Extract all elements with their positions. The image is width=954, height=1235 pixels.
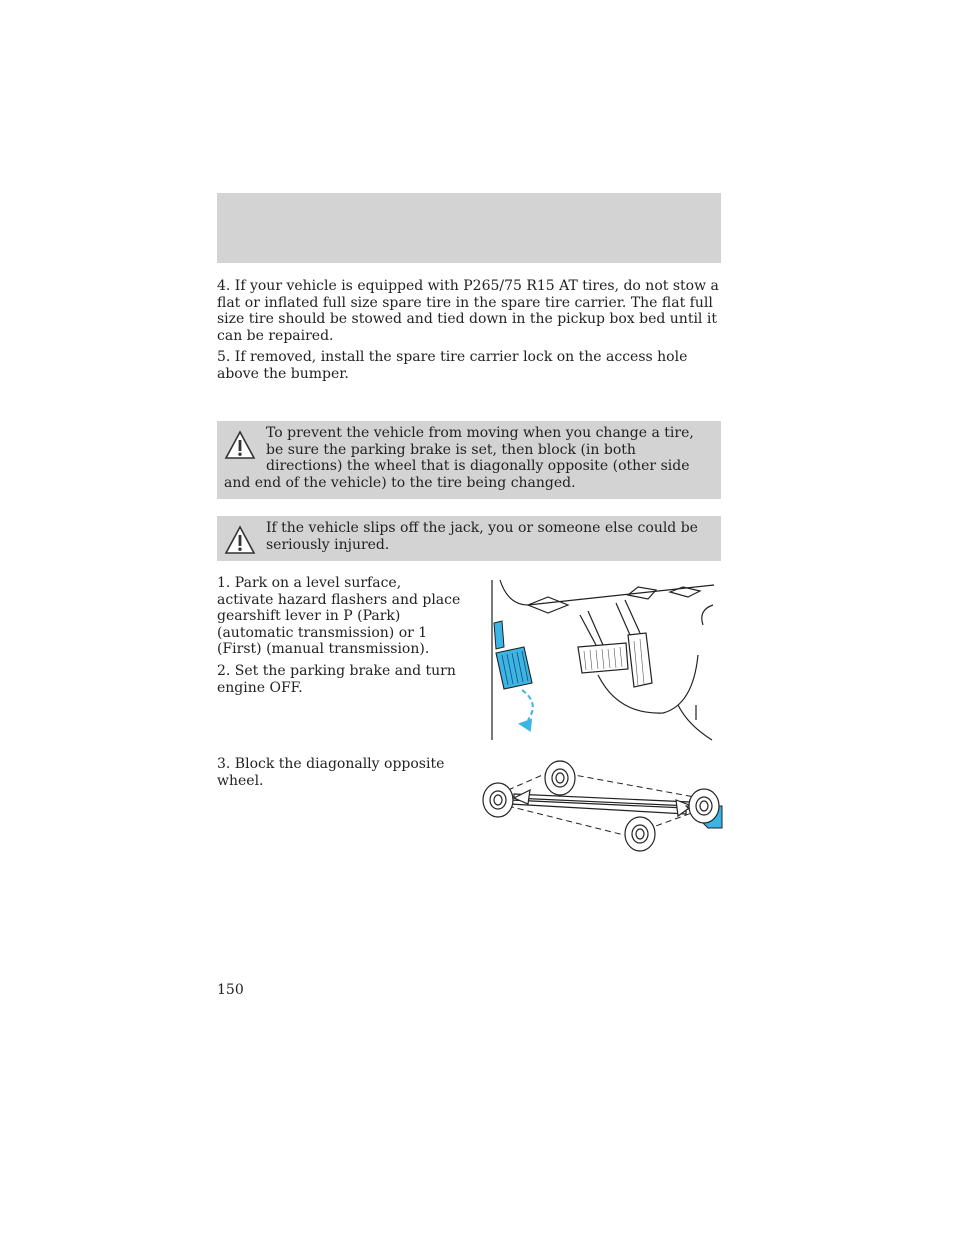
warning-text-2: If the vehicle slips off the jack, you or someone else could be seriously injured. [266,520,698,553]
warning-triangle-icon [224,524,256,556]
step-2-text: 2. Set the parking brake and turn engine OFF. [217,663,456,696]
warning-box-2 [217,516,721,561]
warning-triangle-icon [224,429,256,461]
step-5-text: 5. If removed, install the spare tire carrier lock on the access hole above the bumper. [217,349,688,382]
warning-box-1 [217,421,721,499]
parking-brake-pedal-illustration [488,575,716,743]
step-4-text: 4. If your vehicle is equipped with P265/75 R15 AT tires, do not stow a flat or inflated full size spare tire in the spare tire carrier. The flat full size tire should be stowed and tied down in the pickup box bed until it can be repaired. [217,278,719,344]
step-1-text: 1. Park on a level surface, activate hazard flashers and place gearshift lever in P (Park) (automatic transmission) or 1 (First) (manual transmission). [217,575,461,657]
warning-text-1: To prevent the vehicle from moving when you change a tire, be sure the parking brake is set, then block (in both directions) the wheel that is diagonally opposite (other side and end of the vehicle) to the tire being changed. [224,425,694,491]
step-3-text: 3. Block the diagonally opposite wheel. [217,756,445,789]
header-band [217,193,721,263]
page-number: 150 [217,982,244,998]
diagonal-wheel-block-illustration [478,758,724,854]
